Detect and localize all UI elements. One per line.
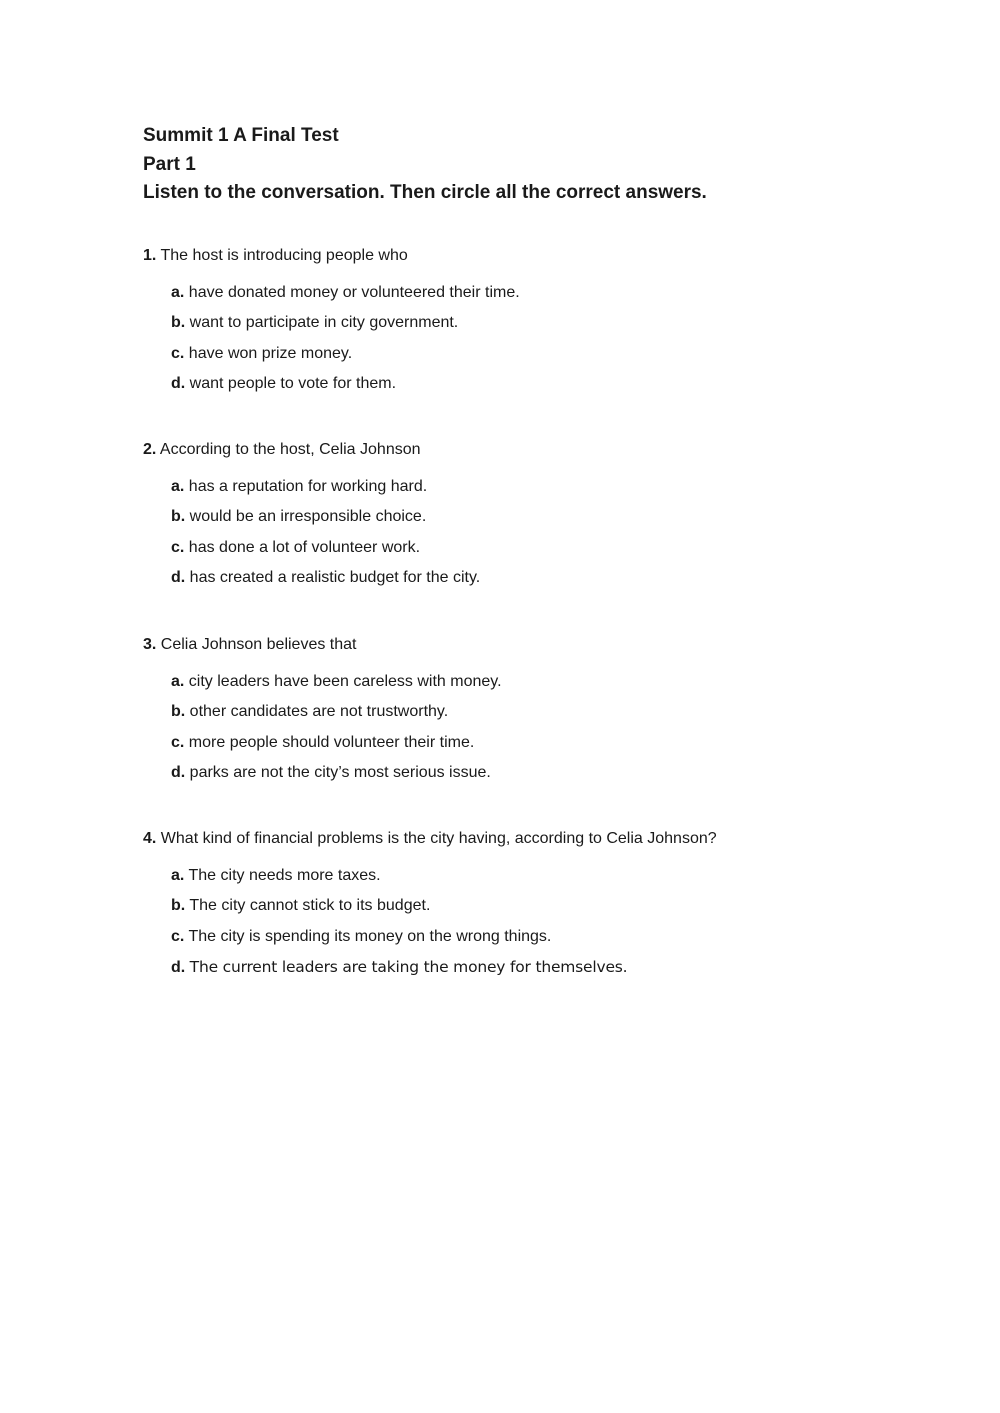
question-number: 3. <box>143 636 157 653</box>
option-text: city leaders have been careless with money. <box>188 673 502 690</box>
option-letter: b. <box>171 508 186 526</box>
option-letter: b. <box>171 897 186 915</box>
question-number: 4. <box>143 830 157 847</box>
option-text: The city cannot stick to its budget. <box>189 897 431 915</box>
option-letter: d. <box>171 958 186 976</box>
answer-option-b[interactable] <box>171 313 963 343</box>
answer-option-c[interactable] <box>171 927 963 957</box>
question-stem <box>143 246 963 266</box>
question-stem <box>143 635 963 655</box>
answer-option-c[interactable] <box>171 344 963 374</box>
question-3 <box>143 635 963 793</box>
answer-option-d[interactable] <box>171 374 963 404</box>
option-letter: b. <box>171 314 186 332</box>
option-text: has a reputation for working hard. <box>188 478 428 495</box>
answer-option-b[interactable] <box>171 507 963 537</box>
question-1 <box>143 246 963 404</box>
answer-option-c[interactable] <box>171 538 963 568</box>
test-title: Summit 1 A Final Test <box>143 125 339 146</box>
question-4 <box>143 829 963 987</box>
option-letter: a. <box>171 478 185 495</box>
question-stem <box>143 829 963 849</box>
option-text: have won prize money. <box>188 344 353 362</box>
option-letter: c. <box>171 344 185 362</box>
option-letter: a. <box>171 867 185 884</box>
option-text: has created a realistic budget for the city. <box>189 568 481 586</box>
answer-option-a[interactable] <box>171 672 963 702</box>
answer-option-a[interactable] <box>171 866 963 896</box>
answer-option-a[interactable] <box>171 283 963 313</box>
option-text: more people should volunteer their time. <box>188 733 475 751</box>
option-letter: c. <box>171 538 185 556</box>
option-text: want people to vote for them. <box>189 374 397 392</box>
option-text: The current leaders are taking the money for themselves. <box>189 957 628 976</box>
answer-option-b[interactable] <box>171 702 963 732</box>
option-text: The city needs more taxes. <box>188 867 381 884</box>
option-letter: d. <box>171 374 186 392</box>
option-letter: c. <box>171 927 185 945</box>
question-text: What kind of financial problems is the city having, according to Celia Johnson? <box>160 830 717 847</box>
answer-option-d[interactable] <box>171 568 963 598</box>
option-letter: a. <box>171 673 185 690</box>
instruction-text: Listen to the conversation. Then circle all the correct answers. <box>143 182 707 203</box>
option-letter: a. <box>171 284 185 301</box>
answer-option-a[interactable] <box>171 477 963 507</box>
option-letter: d. <box>171 568 186 586</box>
question-text: The host is introducing people who <box>160 247 408 264</box>
answer-options <box>171 866 963 987</box>
answer-option-d[interactable] <box>171 957 963 987</box>
option-letter: b. <box>171 703 186 721</box>
option-text: have donated money or volunteered their time. <box>188 284 520 301</box>
worksheet-header <box>143 122 963 208</box>
answer-option-b[interactable] <box>171 896 963 926</box>
option-text: would be an irresponsible choice. <box>189 508 427 526</box>
question-number: 2. <box>143 441 157 458</box>
option-text: The city is spending its money on the wrong things. <box>188 927 552 945</box>
part-heading: Part 1 <box>143 153 196 175</box>
answer-options <box>171 283 963 404</box>
question-2 <box>143 440 963 598</box>
question-text: Celia Johnson believes that <box>160 636 357 653</box>
question-number: 1. <box>143 247 157 264</box>
answer-options <box>171 477 963 598</box>
answer-options <box>171 672 963 793</box>
option-text: other candidates are not trustworthy. <box>189 703 449 721</box>
question-stem <box>143 440 963 460</box>
answer-option-c[interactable] <box>171 733 963 763</box>
option-letter: c. <box>171 733 185 751</box>
option-letter: d. <box>171 763 186 781</box>
question-text: According to the host, Celia Johnson <box>159 441 421 458</box>
option-text: has done a lot of volunteer work. <box>188 538 421 556</box>
option-text: want to participate in city government. <box>189 314 459 332</box>
option-text: parks are not the city’s most serious issue. <box>189 763 491 781</box>
answer-option-d[interactable] <box>171 763 963 793</box>
